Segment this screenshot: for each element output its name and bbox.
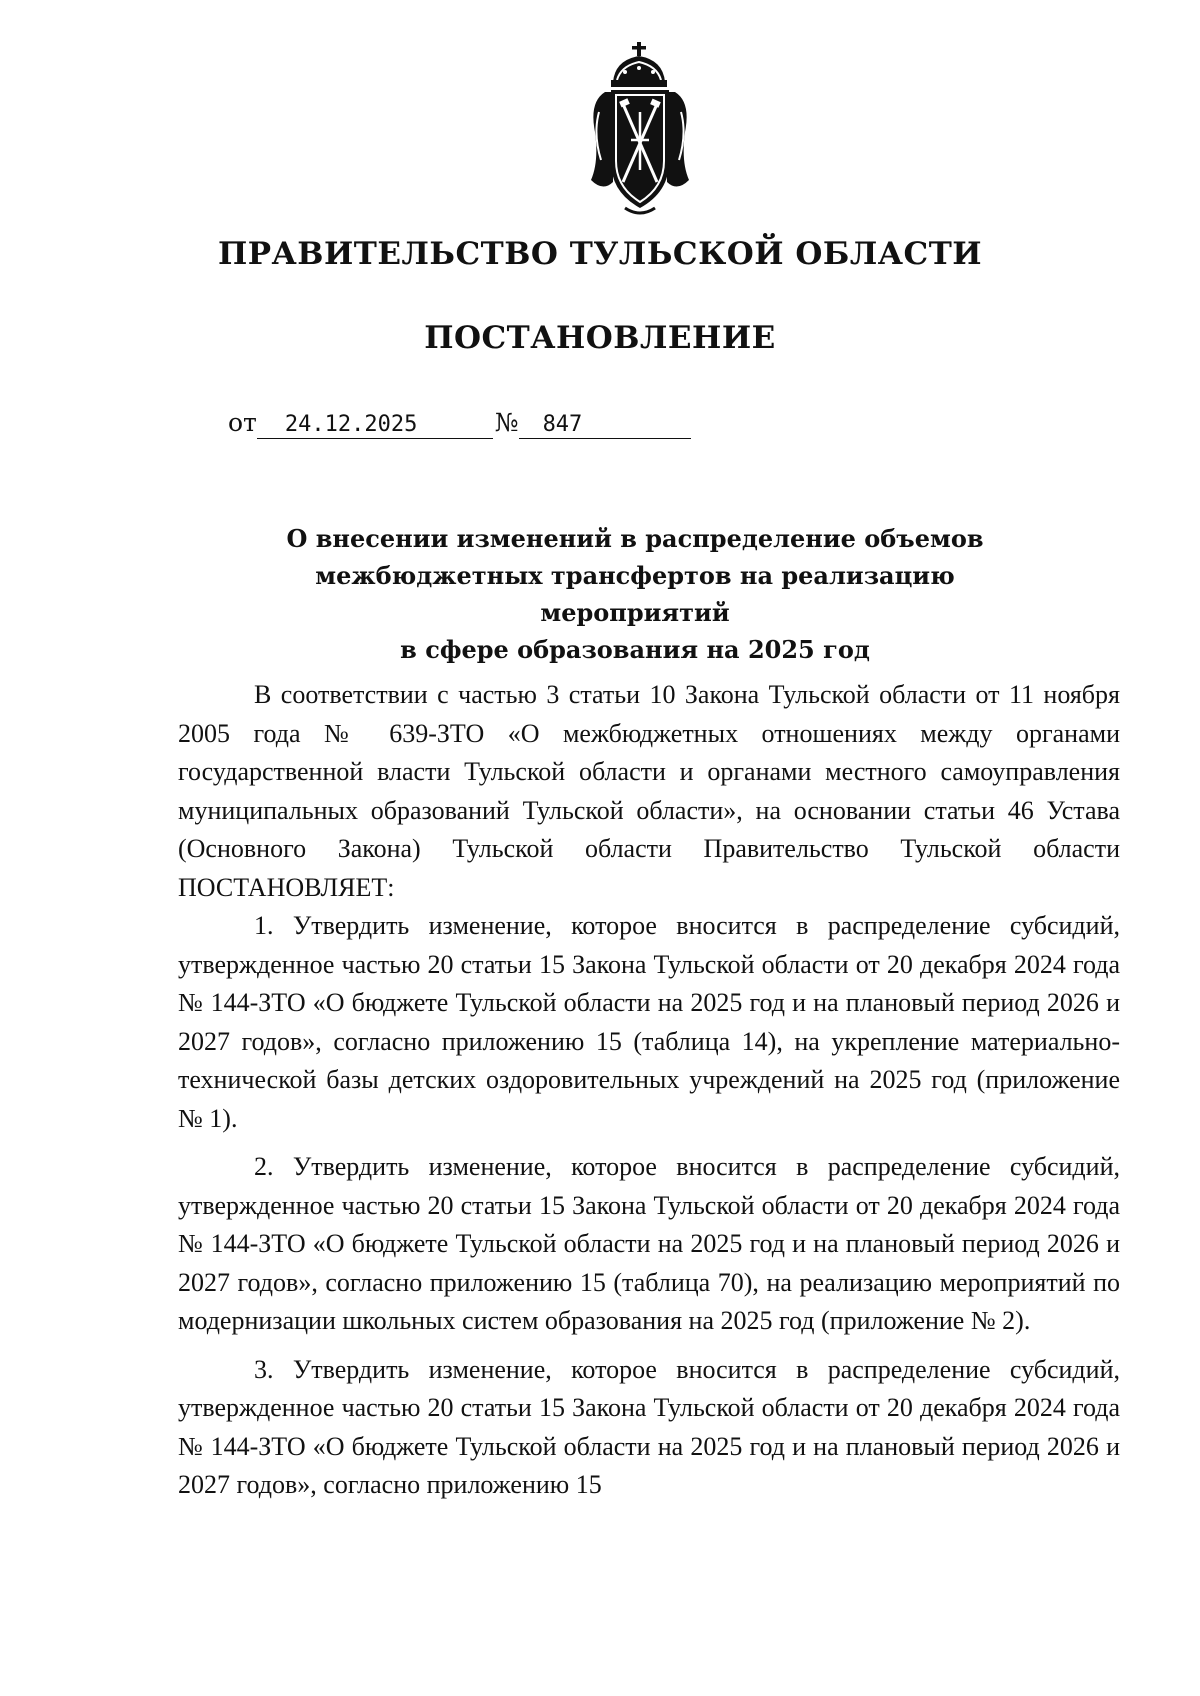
document-body: [178, 676, 1120, 1505]
document-heading: [240, 520, 1030, 668]
heading-line-1: О внесении изменений в распределение объемов: [286, 524, 984, 553]
document-reference-line: [228, 408, 691, 439]
date-label: от: [228, 408, 257, 437]
clause-2-paragraph: 2. Утвердить изменение, которое вносится в распределение субсидий, утвержденное частью 20 статьи 15 Закона Тульской области от 20 декабря 2024 года № 144-ЗТО «О бюджете Тульской области на 2025 год и на плановый период 2026 и 2027 годов», согласно приложению 15 (таблица 70), на реализацию мероприятий по модернизации школьных систем образования на 2025 год (приложение № 2).: [178, 1152, 1120, 1335]
government-title: ПРАВИТЕЛЬСТВО ТУЛЬСКОЙ ОБЛАСТИ: [217, 236, 983, 272]
coat-of-arms-icon: [585, 42, 695, 218]
clause-3-paragraph: 3. Утвердить изменение, которое вносится в распределение субсидий, утвержденное частью 20 статьи 15 Закона Тульской области от 20 декабря 2024 года № 144-ЗТО «О бюджете Тульской области на 2025 год и на плановый период 2026 и 2027 годов», согласно приложению 15: [178, 1354, 1120, 1499]
document-type: ПОСТАНОВЛЕНИЕ: [424, 320, 776, 356]
number-label: №: [494, 408, 519, 437]
heading-line-2: межбюджетных трансфертов на реализацию мероприятий: [315, 561, 955, 627]
clause-1-paragraph: 1. Утвердить изменение, которое вносится в распределение субсидий, утвержденное частью 20 статьи 15 Закона Тульской области от 20 декабря 2024 года № 144-ЗТО «О бюджете Тульской области на 2025 год и на плановый период 2026 и 2027 годов», согласно приложению 15 (таблица 14), на укрепление материально-технической базы детских оздоровительных учреждений на 2025 год (приложение № 1).: [178, 911, 1120, 1133]
document-number: 847: [519, 413, 691, 439]
document-date: 24.12.2025: [257, 413, 493, 439]
preamble-paragraph: В соответствии с частью 3 статьи 10 Закона Тульской области от 11 ноября 2005 года № 639-ЗТО «О межбюджетных отношениях между органами государственной власти Тульской области и органами местного самоуправления муниципальных образований Тульской области», на основании статьи 46 Устава (Основного Закона) Тульской области Правительство Тульской области ПОСТАНОВЛЯЕТ:: [178, 680, 1120, 902]
heading-line-3: в сфере образования на 2025 год: [400, 635, 870, 664]
